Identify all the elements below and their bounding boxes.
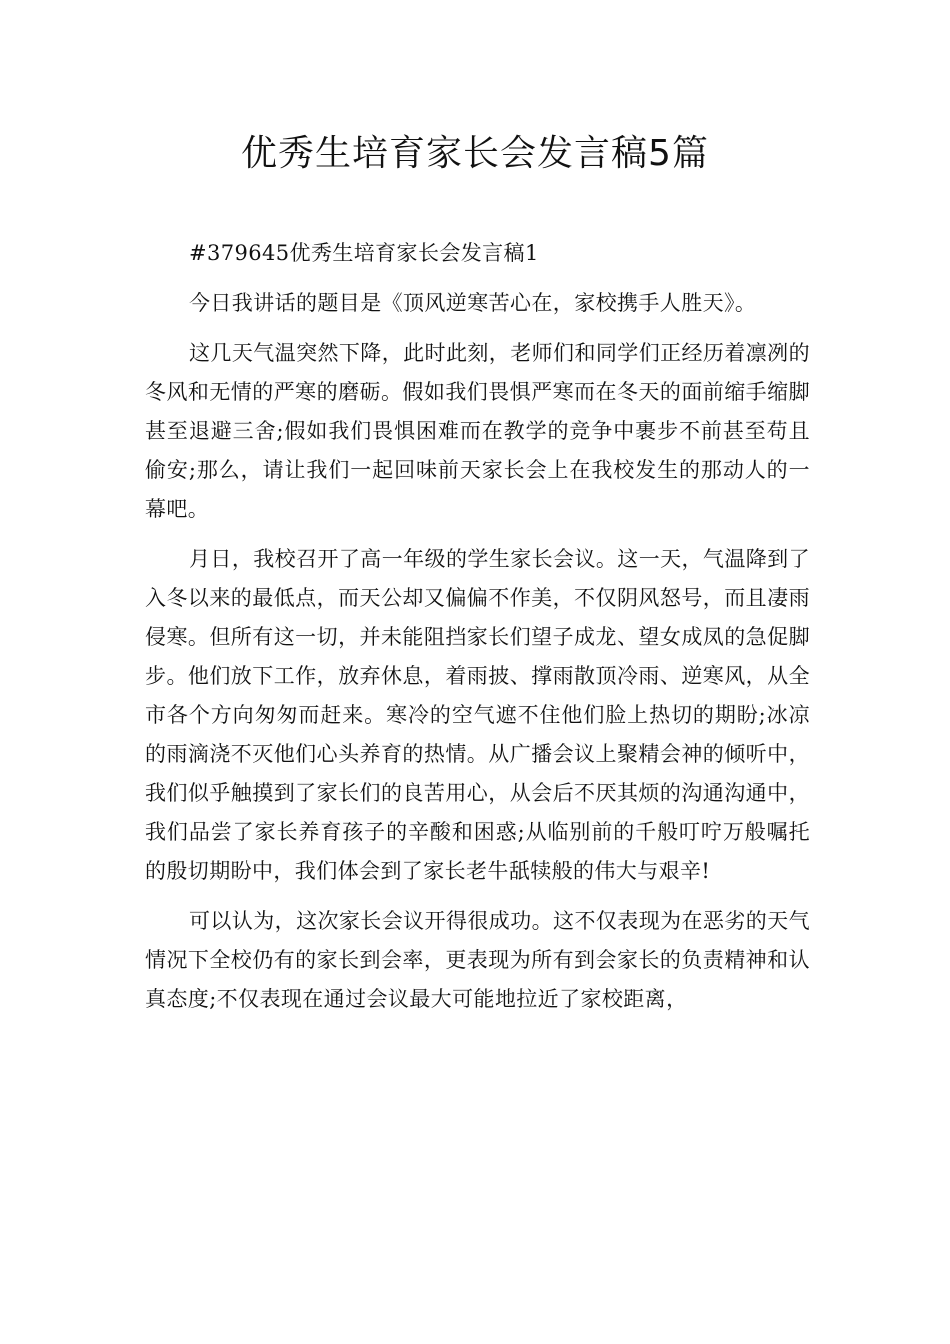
paragraph: 月日，我校召开了高一年级的学生家长会议。这一天，气温降到了入冬以来的最低点，而天公却又偏偏不作美，不仅阴风怒号，而且凄雨侵寒。但所有这一切，并未能阻挡家长们望子成龙、望女成凤的急促脚步。他们放下工作，放弃休息，着雨披、撑雨散顶冷雨、逆寒风，从全市各个方向匆匆而赶来。寒冷的空气遮不住他们脸上热切的期盼;冰凉的雨滴浇不灭他们心头养育的热情。从广播会议上聚精会神的倾听中，我们似乎触摸到了家长们的良苦用心，从会后不厌其烦的沟通沟通中，我们品尝了家长养育孩子的辛酸和困惑;从临别前的千般叮咛万般嘱托的殷切期盼中，我们体会到了家长老牛舐犊般的伟大与艰辛! <box>145 547 810 883</box>
document-title: 优秀生培育家长会发言稿5篇 <box>241 133 709 174</box>
paragraph: 今日我讲话的题目是《顶风逆寒苦心在，家校携手人胜天》。 <box>189 291 757 315</box>
paragraph: 这几天气温突然下降，此时此刻，老师们和同学们正经历着凛冽的冬风和无情的严寒的磨砺。假如我们畏惧严寒而在冬天的面前缩手缩脚甚至退避三舍;假如我们畏惧困难而在教学的竞争中裹步不前甚至苟且偷安;那么，请让我们一起回味前天家长会上在我校发生的那动人的一幕吧。 <box>145 341 810 521</box>
paragraph: 可以认为，这次家长会议开得很成功。这不仅表现为在恶劣的天气情况下全校仍有的家长到会率，更表现为所有到会家长的负责精神和认真态度;不仅表现在通过会议最大可能地拉近了家校距离， <box>145 909 810 1011</box>
paragraph-heading: #379645优秀生培育家长会发言稿1 <box>189 241 539 265</box>
document-body <box>145 234 810 1030</box>
